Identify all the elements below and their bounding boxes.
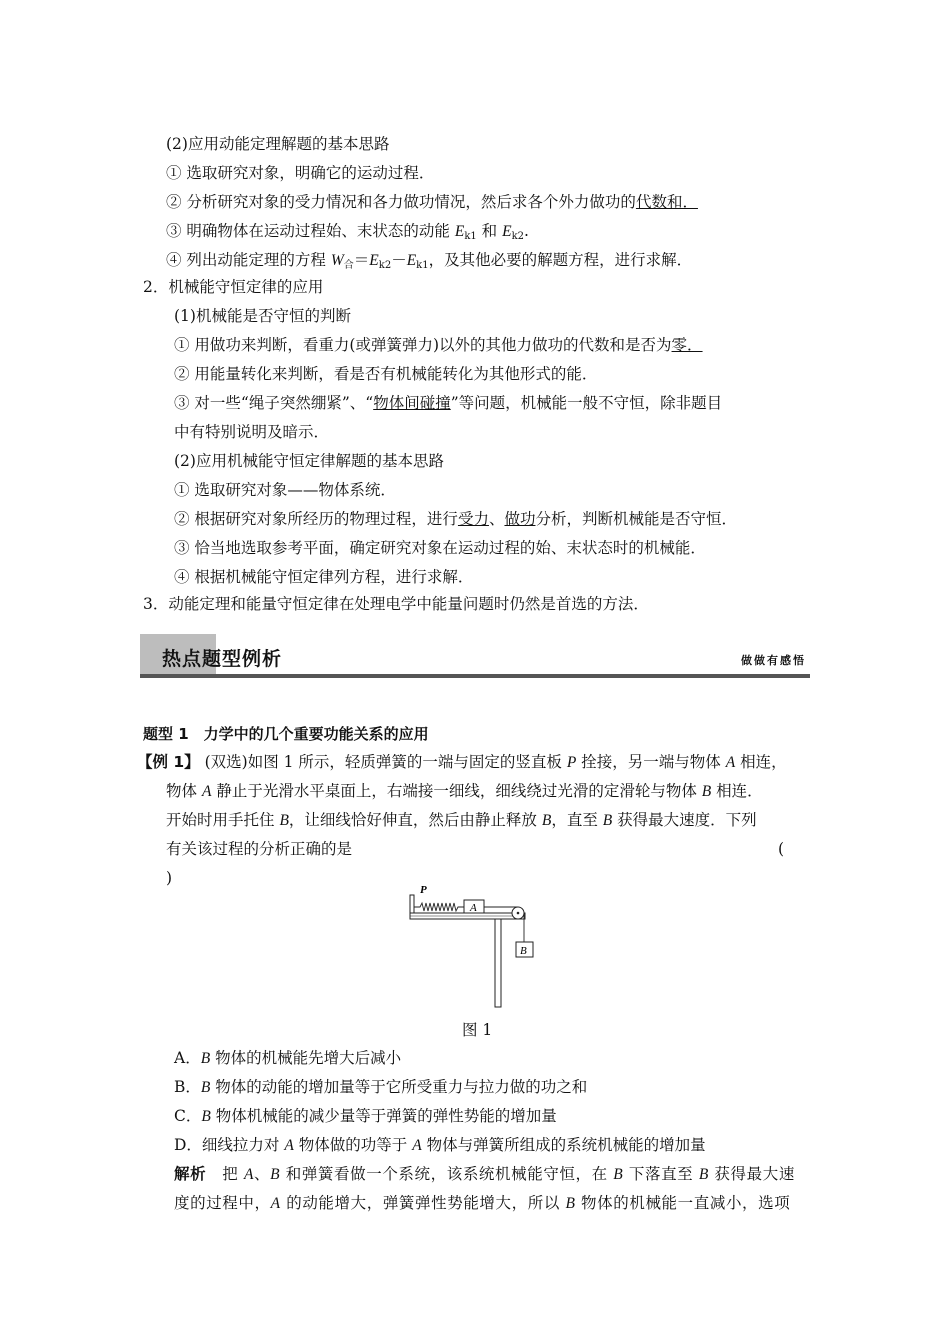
analysis-line-2: 度的过程中，A 的动能增大，弹簧弹性势能增大，所以 B 物体的机械能一直减小，选项: [174, 1194, 791, 1212]
s2-heading: 2．机械能守恒定律的应用: [143, 278, 324, 296]
s2-a-item-3-cont: 中有特别说明及暗示．: [174, 423, 330, 441]
band-rule: [140, 674, 810, 678]
figure-caption: 图 1: [462, 1021, 493, 1039]
section-band: [140, 634, 810, 678]
analysis-tag: 解析: [174, 1165, 207, 1183]
answer-paren-open: (: [778, 840, 785, 858]
s2-b-item-3: ③ 恰当地选取参考平面，确定研究对象在运动过程的始、末状态时的机械能．: [174, 539, 706, 557]
spring: [414, 903, 464, 911]
answer-paren-close: ): [166, 869, 173, 887]
s2-a-item-2: ② 用能量转化来判断，看是否有机械能转化为其他形式的能．: [174, 365, 598, 383]
band-right-label: 做做有感悟: [741, 654, 806, 667]
s3-line: 3．动能定理和能量守恒定律在处理电学中能量问题时仍然是首选的方法．: [143, 595, 649, 613]
example-line-1: 【例 1】 (双选)如图 1 所示，轻质弹簧的一端与固定的竖直板 P 拴接，另一端与物体 A 相连，: [137, 753, 787, 771]
s2-b-item-2: ② 根据研究对象所经历的物理过程，进行受力、做功分析，判断机械能是否守恒．: [174, 510, 737, 528]
label-a: A: [470, 902, 477, 914]
s2-a-item-1: ① 用做功来判断，看重力(或弹簧弹力)以外的其他力做功的代数和是否为零．: [174, 336, 703, 354]
s1-line-2: ① 选取研究对象，明确它的运动过程．: [166, 164, 435, 182]
example-line-2: 物体 A 静止于光滑水平桌面上，右端接一细线，细线绕过光滑的定滑轮与物体 B 相连．: [166, 782, 763, 800]
table-leg: [495, 919, 501, 1007]
s2-sub-a: (1)机械能是否守恒的判断: [174, 307, 351, 325]
option-b: B．B 物体的动能的增加量等于它所受重力与拉力做的功之和: [174, 1078, 588, 1096]
s1-line-3: ② 分析研究对象的受力情况和各力做功情况，然后求各个外力做功的代数和．: [166, 193, 698, 211]
topic-heading: 题型 1 力学中的几个重要功能关系的应用: [143, 725, 429, 743]
option-d: D．细线拉力对 A 物体做的功等于 A 物体与弹簧所组成的系统机械能的增加量: [174, 1136, 706, 1154]
example-tag: 【例 1】: [137, 753, 200, 771]
s2-a-item-3: ③ 对一些“绳子突然绷紧”、“物体间碰撞”等问题，机械能一般不守恒，除非题目: [174, 394, 723, 412]
analysis-line-1: 解析 把 A、B 和弹簧看做一个系统，该系统机械能守恒，在 B 下落直至 B 获得最大速: [174, 1165, 795, 1183]
option-c: C．B 物体机械能的减少量等于弹簧的弹性势能的增加量: [174, 1107, 557, 1125]
label-b: B: [520, 945, 527, 957]
s2-b-item-4: ④ 根据机械能守恒定律列方程，进行求解．: [174, 568, 474, 586]
example-line-4: 有关该过程的分析正确的是: [166, 840, 353, 858]
s1-line-5: ④ 列出动能定理的方程 $W_合=E_{k2}-E_{k1}$，及其他必要的解题方程，进行求解．: [166, 251, 693, 271]
s2-b-item-1: ① 选取研究对象——物体系统．: [174, 481, 396, 499]
band-title: 热点题型例析: [162, 648, 283, 670]
option-a: A．B 物体的机械能先增大后减小: [174, 1049, 402, 1067]
label-p: P: [420, 884, 427, 896]
figure-1-diagram: [400, 883, 545, 1013]
s2-sub-b: (2)应用机械能守恒定律解题的基本思路: [174, 452, 444, 470]
s1-line-1: (2)应用动能定理解题的基本思路: [166, 135, 390, 153]
s1-line-4: ③ 明确物体在运动过程始、末状态的动能 $E_{k1}$ 和 $E_{k2}$.: [166, 222, 529, 242]
example-line-3: 开始时用手托住 B，让细线恰好伸直，然后由静止释放 B，直至 B 获得最大速度．下列: [166, 811, 757, 829]
